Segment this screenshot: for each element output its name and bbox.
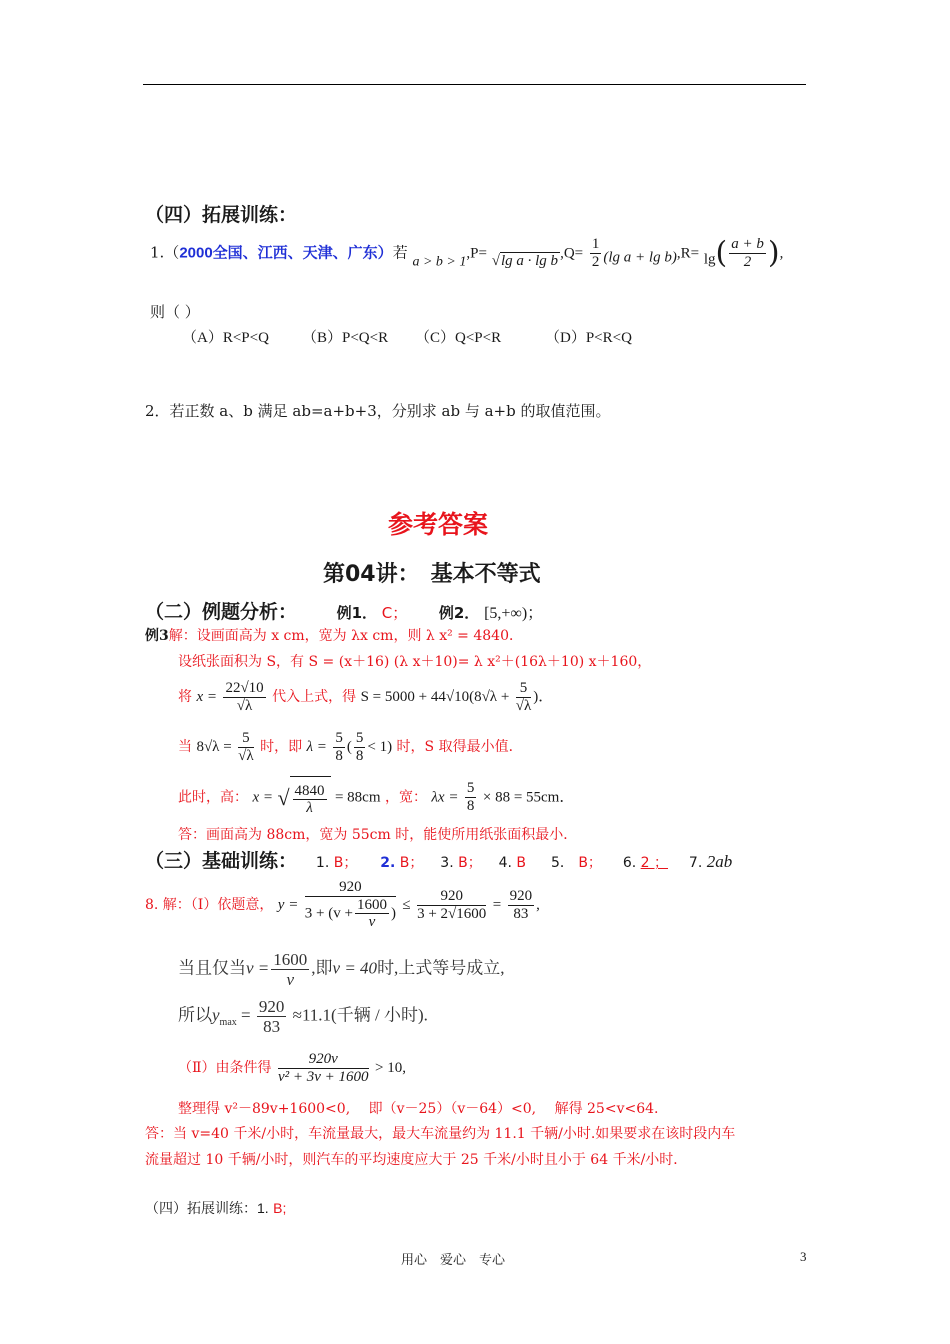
answers-title: 参考答案 <box>388 510 489 539</box>
q8-line-6: 答：当 v=40 千米/小时，车流量最大，最大车流量约为 11.1 千辆/小时.如果要求在该时段内车 <box>145 1126 736 1142</box>
width-fraction: $\frac{5}{8}$ <box>466 780 475 814</box>
ex3-line-3: 将 x = $\frac{22√10}{√\lambda}$ 代入上式，得 S = 5000 + 44√10(8√λ + $\frac{5}{√\lambda}$ )． <box>178 679 554 714</box>
q1-option-d: （D）P<R<Q <box>545 330 632 346</box>
ex2-value: [5,+∞)； <box>484 605 544 622</box>
q8-line-5: 整理得 v²－89v+1600<0, 即（v－25）（v－64）<0, 解得 25<v<64. <box>178 1101 659 1117</box>
ex3-line-5: 此时，高： x = √ $\frac{4840}{\lambda}$ = 88cm ，宽： λx = $\frac{5}{8}$ × 88 = 55cm． <box>178 776 574 819</box>
q1-option-c: （C）Q<P<R <box>415 330 502 346</box>
q8-line-1: 8. 解：（Ⅰ）依题意， y = 920 3 + (v + $\frac{1600}{v}$ ) ≤ $\frac{920}{3 + 2√1600}$ = $\frac{920}{83}$ , <box>145 878 540 931</box>
question-2: 2．若正数 a、b 满足 ab=a+b+3，分别求 ab 与 a+b 的取值范围。 <box>145 402 611 420</box>
ex3-line-6: 答：画面高为 88cm，宽为 55cm 时，能使所用纸张面积最小． <box>178 827 578 843</box>
question-1 <box>150 236 783 277</box>
q8-condition-fraction: $\frac{920v}{\text{v² + 3v + 1600}}$ <box>277 1050 369 1085</box>
ex3-eq-fraction: $\frac{5}{√\lambda}$ <box>238 729 254 764</box>
basic-heading: （三）基础训练： <box>145 850 298 872</box>
ex3-label: 例3 <box>145 628 169 644</box>
ex1-value: C； <box>381 604 408 622</box>
header-rule <box>143 84 806 85</box>
extension-answer-line: （四）拓展训练：1. B; <box>145 1200 287 1217</box>
height-radical: √ $\frac{4840}{\lambda}$ <box>277 776 330 819</box>
ex3-line-4: 当 8√λ = $\frac{5}{√\lambda}$ 时，即 λ = $\frac{5}{8}$ ( $\frac{5}{8}$ < 1) 时，S 取得最小值． <box>178 729 523 764</box>
q1-tail: , <box>779 245 784 262</box>
q8-line-4: （Ⅱ）由条件得 $\frac{920v}{\text{v² + 3v + 1600}}$ > 10, <box>178 1050 406 1085</box>
q8-line-7: 流量超过 10 千辆/小时，则汽车的平均速度应大于 25 千米/小时且小于 64 千米/小时． <box>145 1152 688 1168</box>
examples-heading: （二）例题分析： <box>145 601 298 623</box>
examples-line <box>145 597 543 624</box>
lambda-fraction: $\frac{5}{8}$ <box>335 729 343 764</box>
q-label: ,Q= <box>560 245 584 262</box>
lambda-check-fraction: $\frac{5}{8}$ <box>355 729 364 764</box>
p-label: ,P= <box>466 245 487 262</box>
q1-option-a: （A）R<P<Q <box>182 330 269 346</box>
q1-condition: a > b > 1 <box>412 254 467 270</box>
r-left-paren: ( <box>715 235 728 271</box>
q1-lead: 若 <box>392 243 408 262</box>
r-label: ,R= <box>676 245 700 262</box>
q-expression: (lg a + lg b) <box>603 249 677 266</box>
q8-ymax-fraction: $\frac{920}{83}$ <box>258 997 285 1037</box>
p-expression: √lg a · lg b <box>491 253 559 270</box>
q8-line-2: 当且仅当v = $\frac{1600}{v}$ ,即v = 40时,上式等号成立, <box>178 950 505 990</box>
q8-fraction-2: $\frac{920}{3 + 2√1600}$ <box>417 887 487 922</box>
r-lg: lg <box>703 251 716 268</box>
q8-v-fraction: $\frac{1600}{v}$ <box>273 950 308 990</box>
ex1-label: 例1． <box>336 604 378 622</box>
r-right-paren: ) <box>767 235 780 271</box>
ex3-line-1: 例3解：设画面高为 x cm，宽为 λx cm，则 λ x² = 4840． <box>145 628 523 644</box>
r-fraction: $\frac{a + b}{2}$ <box>731 236 764 270</box>
q-half-fraction: $\frac{1}{2}$ <box>591 236 600 270</box>
q8-line-3: 所以$y_{max}$ = $\frac{920}{83}$ ≈11.1(千辆 / 小时). <box>178 997 428 1037</box>
ex2-label: 例2． <box>438 604 480 622</box>
basic-training-line: （三）基础训练： 1. B； 2. B； 3. B； 4. B 5． B； 6. 2 ； 7. 2ab <box>145 850 733 872</box>
extension-heading: （四）拓展训练： <box>145 1201 257 1217</box>
page-number: 3 <box>800 1249 807 1264</box>
lecture-title: 第04讲： 基本不等式 <box>323 562 541 587</box>
ex3-line-2: 设纸张面积为 S，有 S = (x＋16) (λ x＋10)= λ x²＋(16λ＋10) x＋160， <box>178 654 652 670</box>
q1-source: 2000全国、江西、天津、广东） <box>179 244 393 262</box>
q1-then: 则（ ） <box>150 303 200 321</box>
section-heading-extension: （四）拓展训练： <box>145 204 298 226</box>
q1-option-b: （B）P<Q<R <box>302 330 389 346</box>
footer-slogan: 用心 爱心 专心 <box>401 1253 506 1268</box>
ex3-s-fraction: $\frac{5}{√\lambda}$ <box>515 679 532 714</box>
ex3-x-fraction: $\frac{22√10}{√\lambda}$ <box>225 679 264 714</box>
q1-number: 1.（ <box>150 243 180 262</box>
q8-fraction-3: $\frac{920}{83}$ <box>509 887 533 922</box>
q8-fraction-1: 920 3 + (v + $\frac{1600}{v}$ ) <box>304 878 396 931</box>
